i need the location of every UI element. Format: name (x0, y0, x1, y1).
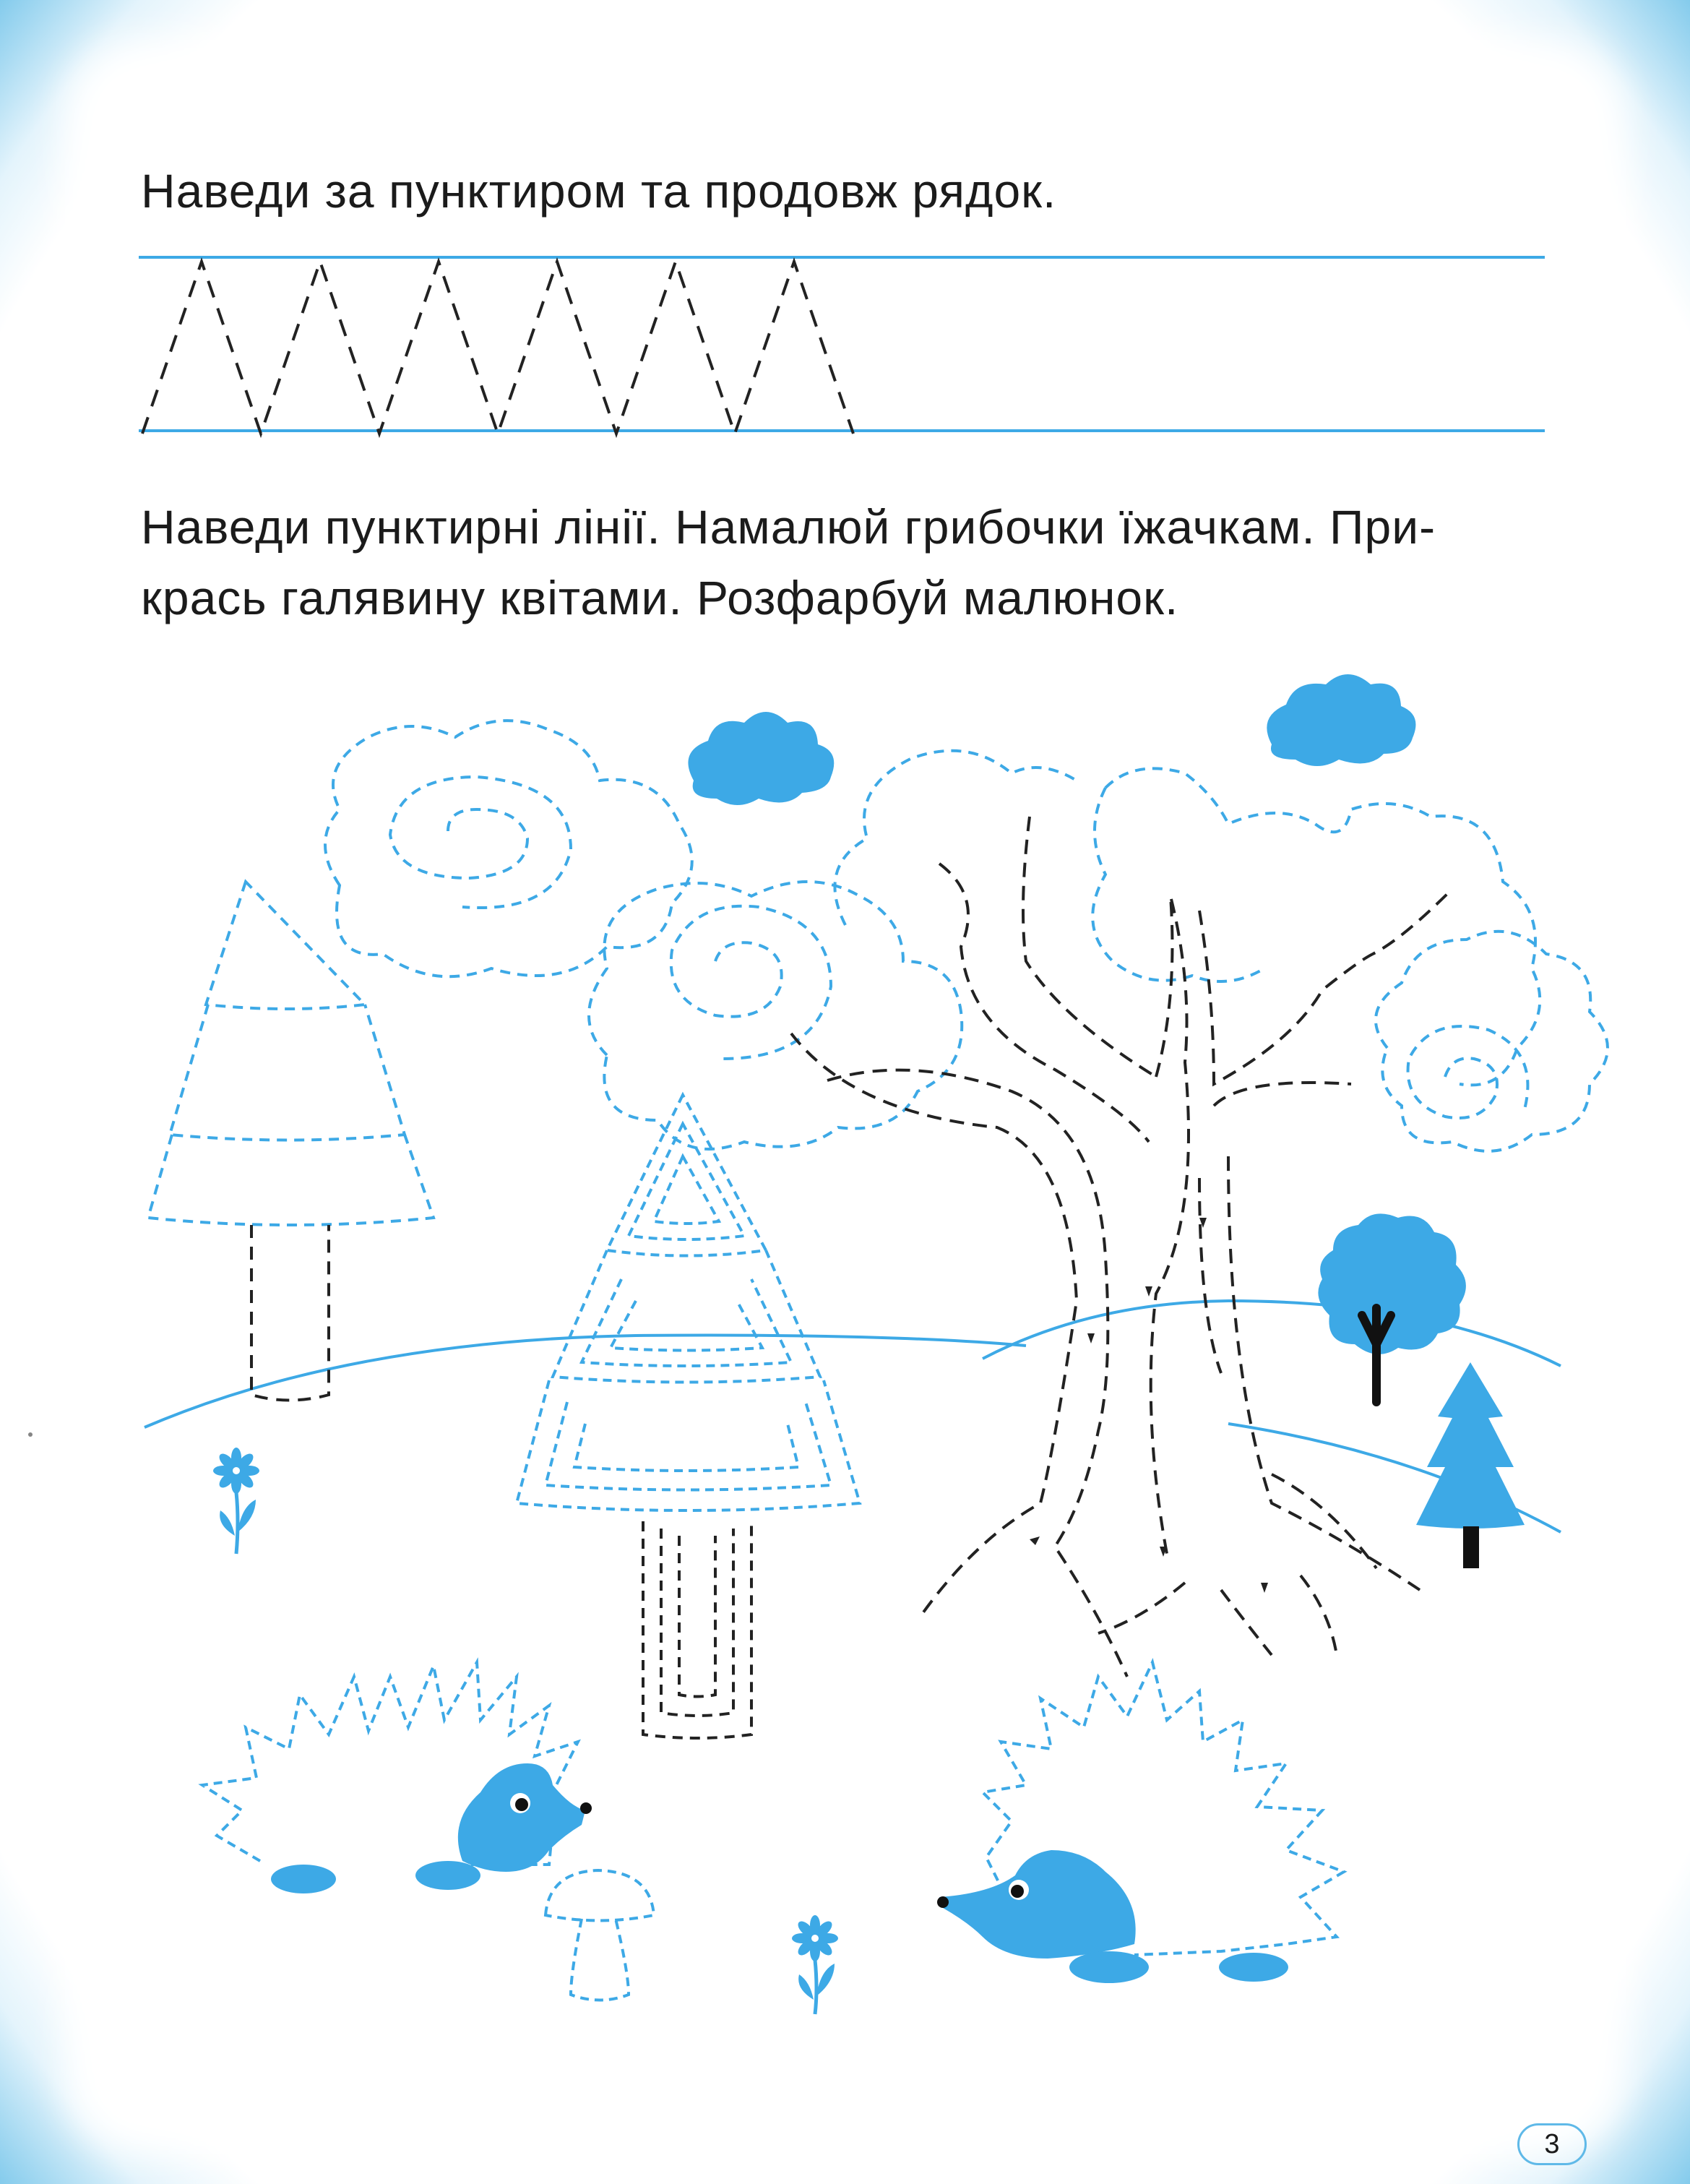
zigzag-path[interactable] (142, 262, 853, 434)
filled-clouds (688, 674, 1415, 805)
arrow-down-icon (1261, 1583, 1268, 1593)
tree-icon (1318, 1213, 1466, 1354)
dashed-blue-tree[interactable] (148, 882, 434, 1225)
hedgehog-left[interactable] (202, 1662, 592, 1893)
exercise-2-instruction-line-1: Наведи пунктирні лінії. Намалюй грибочки їжачкам. При- (141, 500, 1436, 554)
mushroom-icon[interactable] (546, 1870, 654, 2000)
dashed-trunk-left[interactable] (251, 1225, 329, 1401)
cloud-icon (1092, 788, 1264, 981)
speck (28, 1432, 33, 1437)
swirl-icon (390, 777, 571, 908)
cloud-icon (1376, 932, 1608, 1151)
flower-icon (213, 1448, 259, 1554)
arrow-down-icon (1030, 1536, 1040, 1545)
exercise-2-instruction-line-2: крась галявину квітами. Розфарбуй малюнок. (141, 571, 1179, 624)
hill-left (145, 1336, 1026, 1427)
exercise-1-instruction: Наведи за пунктиром та продовж рядок. (141, 164, 1057, 218)
arrow-down-icon (1145, 1286, 1152, 1297)
cloud-icon (325, 721, 692, 976)
filled-deciduous-tree (1318, 1213, 1466, 1402)
hedgehog-icon (458, 1763, 585, 1872)
hedgehog-icon (939, 1850, 1136, 1959)
dashed-zigzag[interactable] (142, 262, 853, 434)
swirl-icon (1408, 1026, 1528, 1118)
swirl-icon (671, 906, 831, 1059)
filled-fir-tree (1416, 1362, 1525, 1568)
cloud-icon (688, 712, 834, 805)
dashed-fir-tree[interactable] (517, 1095, 860, 1510)
zigzag-practice-row[interactable] (139, 257, 1545, 434)
fir-tree-icon (1416, 1362, 1525, 1529)
flowers (213, 1448, 838, 2014)
cloud-icon (835, 751, 1077, 925)
dashed-trunk-fir[interactable] (643, 1521, 751, 1738)
hedgehog-right[interactable] (937, 1662, 1344, 1983)
exercise-2-instruction (141, 491, 1543, 633)
arrow-down-icon (1087, 1333, 1095, 1343)
cloud-icon (1267, 674, 1415, 766)
flower-icon (792, 1915, 838, 2014)
page-number: 3 (1517, 2123, 1587, 2165)
